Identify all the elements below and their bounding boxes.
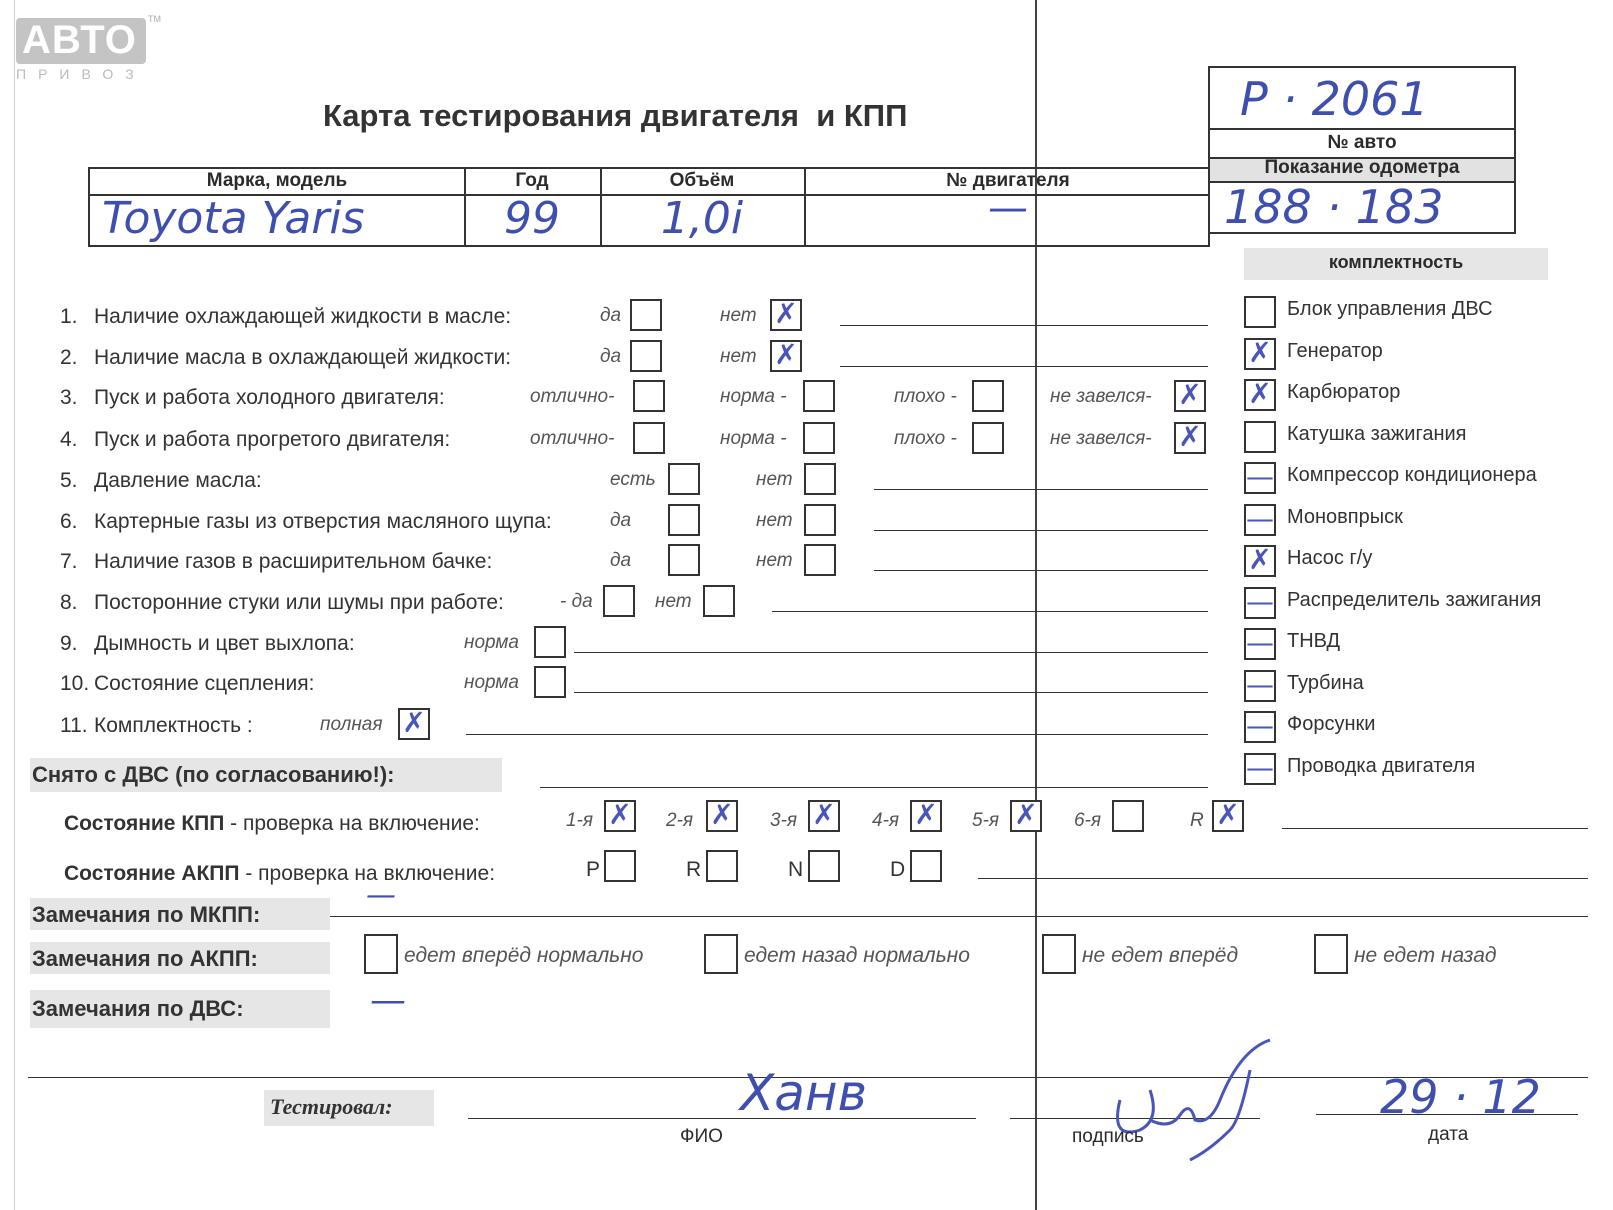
completeness-box[interactable] — [1244, 296, 1276, 328]
check-option-box[interactable] — [668, 544, 700, 576]
check-option-box[interactable] — [1174, 422, 1206, 454]
akpp-remark-box[interactable] — [704, 934, 738, 974]
gear-box-mark: ✗ — [1014, 798, 1038, 831]
check-num: 7. — [60, 550, 78, 573]
name-value: Ханв — [740, 1064, 868, 1122]
completeness-box[interactable] — [1244, 421, 1276, 453]
check-option-label: норма - — [720, 386, 787, 407]
completeness-item-label: Карбюратор — [1287, 381, 1401, 403]
gear-box[interactable] — [604, 800, 636, 832]
logo-text: АВТО — [22, 18, 137, 62]
gear-label: 2-я — [666, 810, 694, 831]
check-option-box[interactable] — [770, 340, 802, 372]
gear-box-mark: ✗ — [812, 798, 836, 831]
gear-label: 1-я — [566, 810, 594, 831]
check-text: Давление масла: — [94, 469, 262, 492]
check-option-label: нет — [655, 591, 692, 612]
gear-box[interactable] — [808, 800, 840, 832]
gear-label: R — [1190, 810, 1204, 831]
check-option-label: да — [600, 305, 622, 326]
check-answer-line — [772, 611, 1208, 612]
check-option-label: норма — [464, 672, 519, 693]
page-title: Карта тестирования двигателя и КПП — [323, 98, 908, 133]
check-option-label: нет — [720, 305, 757, 326]
check-text: Посторонние стуки или шумы при работе: — [94, 591, 504, 614]
check-option-box[interactable] — [534, 626, 566, 658]
gear-box[interactable] — [910, 800, 942, 832]
check-num: 11. — [60, 714, 88, 737]
check-option-label: нет — [756, 510, 793, 531]
check-answer-line — [874, 570, 1208, 571]
completeness-item-label: Катушка зажигания — [1287, 422, 1467, 445]
gear-box[interactable] — [1112, 800, 1144, 832]
signature-icon — [1100, 1030, 1280, 1170]
check-option-label: - да — [560, 591, 593, 612]
check-num: 5. — [60, 469, 78, 492]
check-num: 10. — [60, 672, 90, 695]
check-option-label: отлично- — [530, 428, 615, 449]
completeness-box[interactable] — [1244, 711, 1276, 743]
volume-value: 1,0i — [660, 193, 744, 244]
completeness-box[interactable] — [1244, 501, 1276, 536]
completeness-item-label: Форсунки — [1287, 713, 1376, 735]
check-option-label: отлично- — [530, 386, 615, 407]
check-answer-line — [574, 692, 1208, 693]
check-num: 2. — [60, 346, 78, 369]
car-number-label: № авто — [1327, 132, 1397, 153]
year-label: Год — [515, 170, 549, 191]
logo-sub: ПРИВОЗ — [16, 66, 146, 82]
check-option-box[interactable] — [603, 585, 635, 617]
check-option-label: да — [600, 346, 622, 367]
akpp-mode-label: N — [788, 858, 804, 881]
model-label: Марка, модель — [206, 170, 348, 191]
completeness-item-label: Турбина — [1287, 671, 1364, 694]
completeness-box-mark: — — [1246, 584, 1274, 618]
check-option-box[interactable] — [804, 504, 836, 536]
completeness-item-label: Моновпрыск — [1287, 505, 1403, 528]
akpp-label-rest: - проверка на включение: — [239, 862, 496, 885]
akpp-remark-label: не едет вперёд — [1082, 944, 1239, 967]
akpp-remark-label: едет вперёд нормально — [404, 944, 644, 967]
model-value: Toyota Yaris — [102, 193, 365, 244]
volume-label: Объём — [669, 170, 735, 191]
logo — [16, 18, 146, 64]
akpp-mode-box[interactable] — [706, 850, 738, 882]
check-text: Пуск и работа прогретого двигателя: — [94, 428, 451, 451]
kpp-label-rest: - проверка на включение: — [224, 812, 480, 835]
check-option-box[interactable] — [972, 422, 1004, 454]
akpp-remark-box[interactable] — [364, 934, 398, 974]
check-num: 6. — [60, 510, 78, 533]
check-num: 1. — [60, 305, 78, 328]
completeness-item-label: Насос г/у — [1287, 547, 1373, 569]
akpp-remark-label: едет назад нормально — [744, 944, 970, 967]
completeness-title: комплектность — [1328, 252, 1464, 272]
akpp-remarks-label: Замечания по АКПП: — [32, 946, 258, 971]
check-option-box[interactable] — [534, 666, 566, 698]
check-option-label: нет — [720, 346, 757, 367]
header-table — [88, 167, 1210, 247]
check-option-box[interactable] — [633, 422, 665, 454]
check-option-box[interactable] — [630, 340, 662, 372]
gear-label: 3-я — [770, 810, 798, 831]
engine-label: № двигателя — [946, 170, 1070, 191]
akpp-label-bold: Состояние АКПП — [64, 862, 240, 885]
mkpp-remarks-label: Замечания по МКПП: — [32, 902, 261, 927]
completeness-box-mark: ✗ — [1248, 377, 1272, 410]
car-number-value: P · 2061 — [1240, 72, 1429, 126]
completeness-box[interactable] — [1244, 750, 1276, 785]
check-option-label: норма - — [720, 428, 787, 449]
check-text: Комплектность : — [94, 714, 253, 737]
gear-label: 5-я — [972, 810, 1000, 831]
mkpp-remarks-value: — — [366, 878, 396, 913]
completeness-box-mark: ✗ — [1248, 543, 1272, 576]
tested-label: Тестировал: — [270, 1094, 393, 1119]
completeness-item-label: ТНВД — [1287, 630, 1341, 652]
completeness-item-label: Генератор — [1287, 339, 1383, 362]
check-option-box[interactable] — [668, 504, 700, 536]
name-line — [468, 1118, 976, 1119]
akpp-mode-label: D — [890, 858, 906, 881]
left-edge — [14, 0, 15, 1210]
kpp-label-bold: Состояние КПП — [64, 812, 225, 835]
akpp-line — [978, 878, 1588, 879]
akpp-remark-box[interactable] — [1314, 934, 1348, 974]
check-option-label: да — [610, 550, 632, 571]
check-option-box-mark: ✗ — [774, 338, 798, 371]
check-num: 9. — [60, 632, 78, 655]
check-option-box[interactable] — [972, 380, 1004, 412]
completeness-box-mark: — — [1246, 626, 1274, 659]
gear-box[interactable] — [706, 800, 738, 832]
check-option-label: да — [610, 510, 632, 531]
check-text: Наличие газов в расширительном бачке: — [94, 550, 493, 573]
completeness-box[interactable] — [1244, 379, 1276, 411]
check-option-box[interactable] — [803, 422, 835, 454]
check-answer-line — [874, 530, 1208, 531]
check-option-box[interactable] — [703, 585, 735, 617]
date-value: 29 · 12 — [1380, 1070, 1541, 1124]
akpp-mode-label: P — [586, 858, 601, 881]
gear-box-mark: ✗ — [914, 798, 938, 831]
check-option-label: нет — [756, 469, 793, 490]
completeness-item-label: Блок управления ДВС — [1287, 298, 1493, 320]
completeness-box-mark: — — [1246, 501, 1274, 535]
kpp-label — [64, 812, 480, 836]
year-value: 99 — [504, 193, 560, 244]
check-num: 4. — [60, 428, 78, 451]
akpp-mode-box[interactable] — [604, 850, 636, 882]
check-option-box[interactable] — [398, 708, 430, 740]
akpp-remark-label: не едет назад — [1354, 944, 1497, 967]
odometer-label: Показание одометра — [1264, 157, 1460, 178]
check-option-box[interactable] — [630, 299, 662, 331]
completeness-box[interactable] — [1244, 545, 1276, 577]
car-number-box — [1208, 66, 1516, 234]
gear-box-mark: ✗ — [1216, 798, 1240, 831]
akpp-label — [64, 862, 495, 886]
akpp-mode-box[interactable] — [808, 850, 840, 882]
gear-box[interactable] — [1212, 800, 1244, 832]
date-caption: дата — [1428, 1124, 1469, 1145]
check-answer-line — [840, 325, 1208, 326]
check-text: Наличие масла в охлаждающей жидкости: — [94, 346, 512, 369]
akpp-mode-box[interactable] — [910, 850, 942, 882]
check-option-box-mark: ✗ — [1178, 378, 1202, 411]
check-num: 8. — [60, 591, 78, 614]
completeness-box-mark: — — [1246, 667, 1274, 701]
check-option-box[interactable] — [770, 299, 802, 331]
gear-label: 6-я — [1074, 810, 1102, 831]
completeness-box[interactable] — [1244, 667, 1276, 702]
check-text: Картерные газы из отверстия масляного щупа: — [94, 510, 552, 533]
akpp-remark-box[interactable] — [1042, 934, 1076, 974]
dvs-remarks-label: Замечания по ДВС: — [32, 996, 244, 1021]
gear-box-mark: ✗ — [710, 798, 734, 831]
check-option-label: плохо - — [894, 428, 957, 449]
check-option-label: есть — [610, 469, 656, 490]
check-option-box-mark: ✗ — [402, 706, 426, 739]
completeness-box-mark: ✗ — [1248, 335, 1272, 369]
check-answer-line — [840, 366, 1208, 367]
check-option-box[interactable] — [668, 463, 700, 495]
check-text: Наличие охлаждающей жидкости в масле: — [94, 305, 512, 328]
check-num: 3. — [60, 386, 78, 409]
check-option-label: полная — [320, 714, 383, 735]
completeness-box-mark: — — [1246, 460, 1274, 493]
removed-line — [540, 787, 1208, 788]
check-text: Состояние сцепления: — [94, 672, 315, 695]
check-option-label: нет — [756, 550, 793, 571]
engine-value: — — [988, 185, 1028, 231]
completeness-item-label: Компрессор кондиционера — [1287, 464, 1537, 486]
completeness-box-mark: — — [1246, 709, 1274, 742]
completeness-box[interactable] — [1244, 628, 1276, 660]
check-option-box[interactable] — [633, 380, 665, 412]
check-option-box[interactable] — [803, 380, 835, 412]
check-option-box-mark: ✗ — [1178, 420, 1202, 453]
removed-label: Снято с ДВС (по согласованию!): — [32, 762, 395, 787]
completeness-box[interactable] — [1244, 462, 1276, 494]
check-option-box[interactable] — [1174, 380, 1206, 412]
dvs-remarks-value: — — [370, 980, 406, 1021]
odometer-value: 188 · 183 — [1224, 180, 1444, 234]
gear-label: 4-я — [872, 810, 900, 831]
completeness-box[interactable] — [1244, 335, 1276, 370]
check-answer-line — [466, 734, 1208, 735]
logo-tm: TM — [148, 14, 161, 24]
kpp-line — [1282, 828, 1588, 829]
check-option-box-mark: ✗ — [774, 297, 798, 330]
sign-caption: подпись — [1072, 1126, 1144, 1147]
check-option-box[interactable] — [804, 463, 836, 495]
check-answer-line — [574, 652, 1208, 653]
mkpp-line — [330, 916, 1588, 917]
completeness-item-label: Проводка двигателя — [1287, 754, 1476, 777]
check-text: Дымность и цвет выхлопа: — [94, 632, 355, 655]
completeness-box-mark: — — [1246, 750, 1274, 784]
check-option-label: не завелся- — [1050, 428, 1152, 449]
check-option-label: плохо - — [894, 386, 957, 407]
check-answer-line — [874, 489, 1208, 490]
completeness-box[interactable] — [1244, 584, 1276, 619]
check-option-label: норма — [464, 632, 519, 653]
gear-box-mark: ✗ — [608, 798, 632, 831]
akpp-mode-label: R — [686, 858, 702, 881]
gear-box[interactable] — [1010, 800, 1042, 832]
check-text: Пуск и работа холодного двигателя: — [94, 386, 445, 409]
check-option-label: не завелся- — [1050, 386, 1152, 407]
completeness-item-label: Распределитель зажигания — [1287, 588, 1542, 611]
check-option-box[interactable] — [804, 544, 836, 576]
name-caption: ФИО — [680, 1126, 723, 1147]
